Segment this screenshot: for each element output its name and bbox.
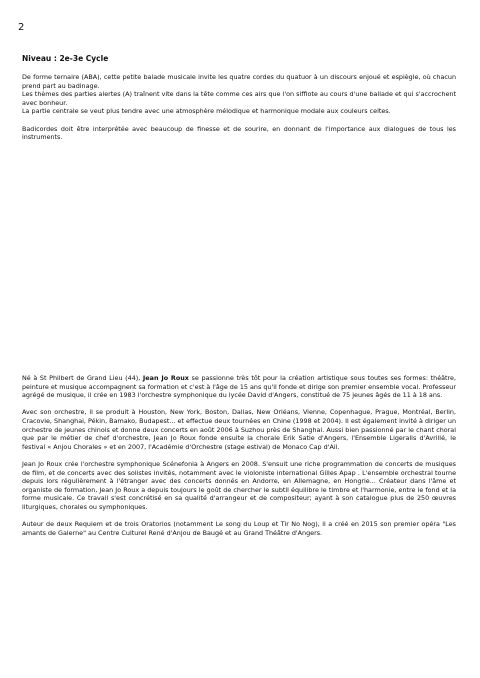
description-paragraph: Les thèmes des parties alertes (A) traînent vite dans la tête comme ces airs que l'on siffiote au cours d'une ballade et qui s'accrochent avec bonheur.: [22, 90, 456, 107]
biography-paragraph: Avec son orchestre, il se produit à Houston, New York, Boston, Dallas, New Orléans, Vienne, Copenhague, Prague, Montréal, Berlin, Cracovie, Shanghai, Pékin, Bamako, Budapest... et effectue deux tournées en Chine (1998 et 2004). Il est également invité à diriger un orchestre de jeunes chinois et donne deux concerts en août 2006 à Suzhou près de Shanghai. Aussi bien passionné par le chant choral que par le métier de chef d'orchestre, Jean Jo Roux fonde ensuite la chorale Erik Satie d'Angers, l'Ensemble Ligeralis d'Avrillé, le festival « Anjou Chorales » et en 2007, l'Académie d'Orchestre (stage estival) de Monaco Cap d'Ail.: [22, 408, 456, 451]
description-paragraph: De forme ternaire (ABA), cette petite balade musicale invite les quatre cordes du quatuor à un discours enjoué et espiègle, où chacun prend part au badinage.: [22, 73, 456, 90]
level-heading: Niveau : 2e-3e Cycle: [22, 54, 109, 63]
biography-intro: Né à St Philbert de Grand Lieu (44),: [22, 374, 143, 382]
biography-paragraph: [22, 374, 456, 400]
piece-description: [22, 73, 456, 142]
biography-paragraph: Jean Jo Roux crée l'orchestre symphonique Scénefonia à Angers en 2008. S'ensuit une riche programmation de concerts de musiques de film, et de concerts avec des solistes invités, notamment avec le violoniste international Gilles Apap . L'ensemble orchestral tourne depuis lors régulièrement à l'étranger avec des concerts donnés en Andorre, en Allemagne, en Hongrie... Créateur dans l'âme et organiste de formation, Jean Jo Roux a depuis toujours le goût de chercher le subtil équilibre le timbre et l'harmonie, entre le fond et la forme musicale. Ce travail s'est concrétisé en sa qualité d'arrangeur et de compositeur; ayant à son catalogue plus de 250 œuvres liturgiques, chorales ou symphoniques.: [22, 459, 456, 511]
composer-biography: [22, 374, 456, 537]
composer-name: Jean Jo Roux: [142, 374, 189, 382]
biography-intro-rest: se passionne très tôt pour la création artistique sous toutes ses formes: théâtre, peinture et musique accompagnent sa formation et c'est à l'âge de 15 ans qu'il fonde et dirige son premier ensemble vocal. Professeur agrégé de musique, il crée en 1983 l'orchestre symphonique du lycée David d'Angers, constitué de 75 jeunes âgés de 11 à 18 ans.: [22, 374, 457, 400]
biography-paragraph: Auteur de deux Requiem et de trois Oratorios (notamment Le song du Loup et Tir No Nog), il a créé en 2015 son premier opéra "Les amants de Galerne" au Centre Culturel René d'Anjou de Baugé et au Grand Théâtre d'Angers.: [22, 520, 456, 537]
description-paragraph: La partie centrale se veut plus tendre avec une atmosphère mélodique et harmonique modale aux couleurs celtes.: [22, 107, 391, 116]
description-paragraph: Badicordes doit être interprétée avec beaucoup de finesse et de sourire, en donnant de l'importance aux dialogues de tous les instruments.: [22, 124, 456, 142]
page-number: 2: [18, 22, 25, 33]
